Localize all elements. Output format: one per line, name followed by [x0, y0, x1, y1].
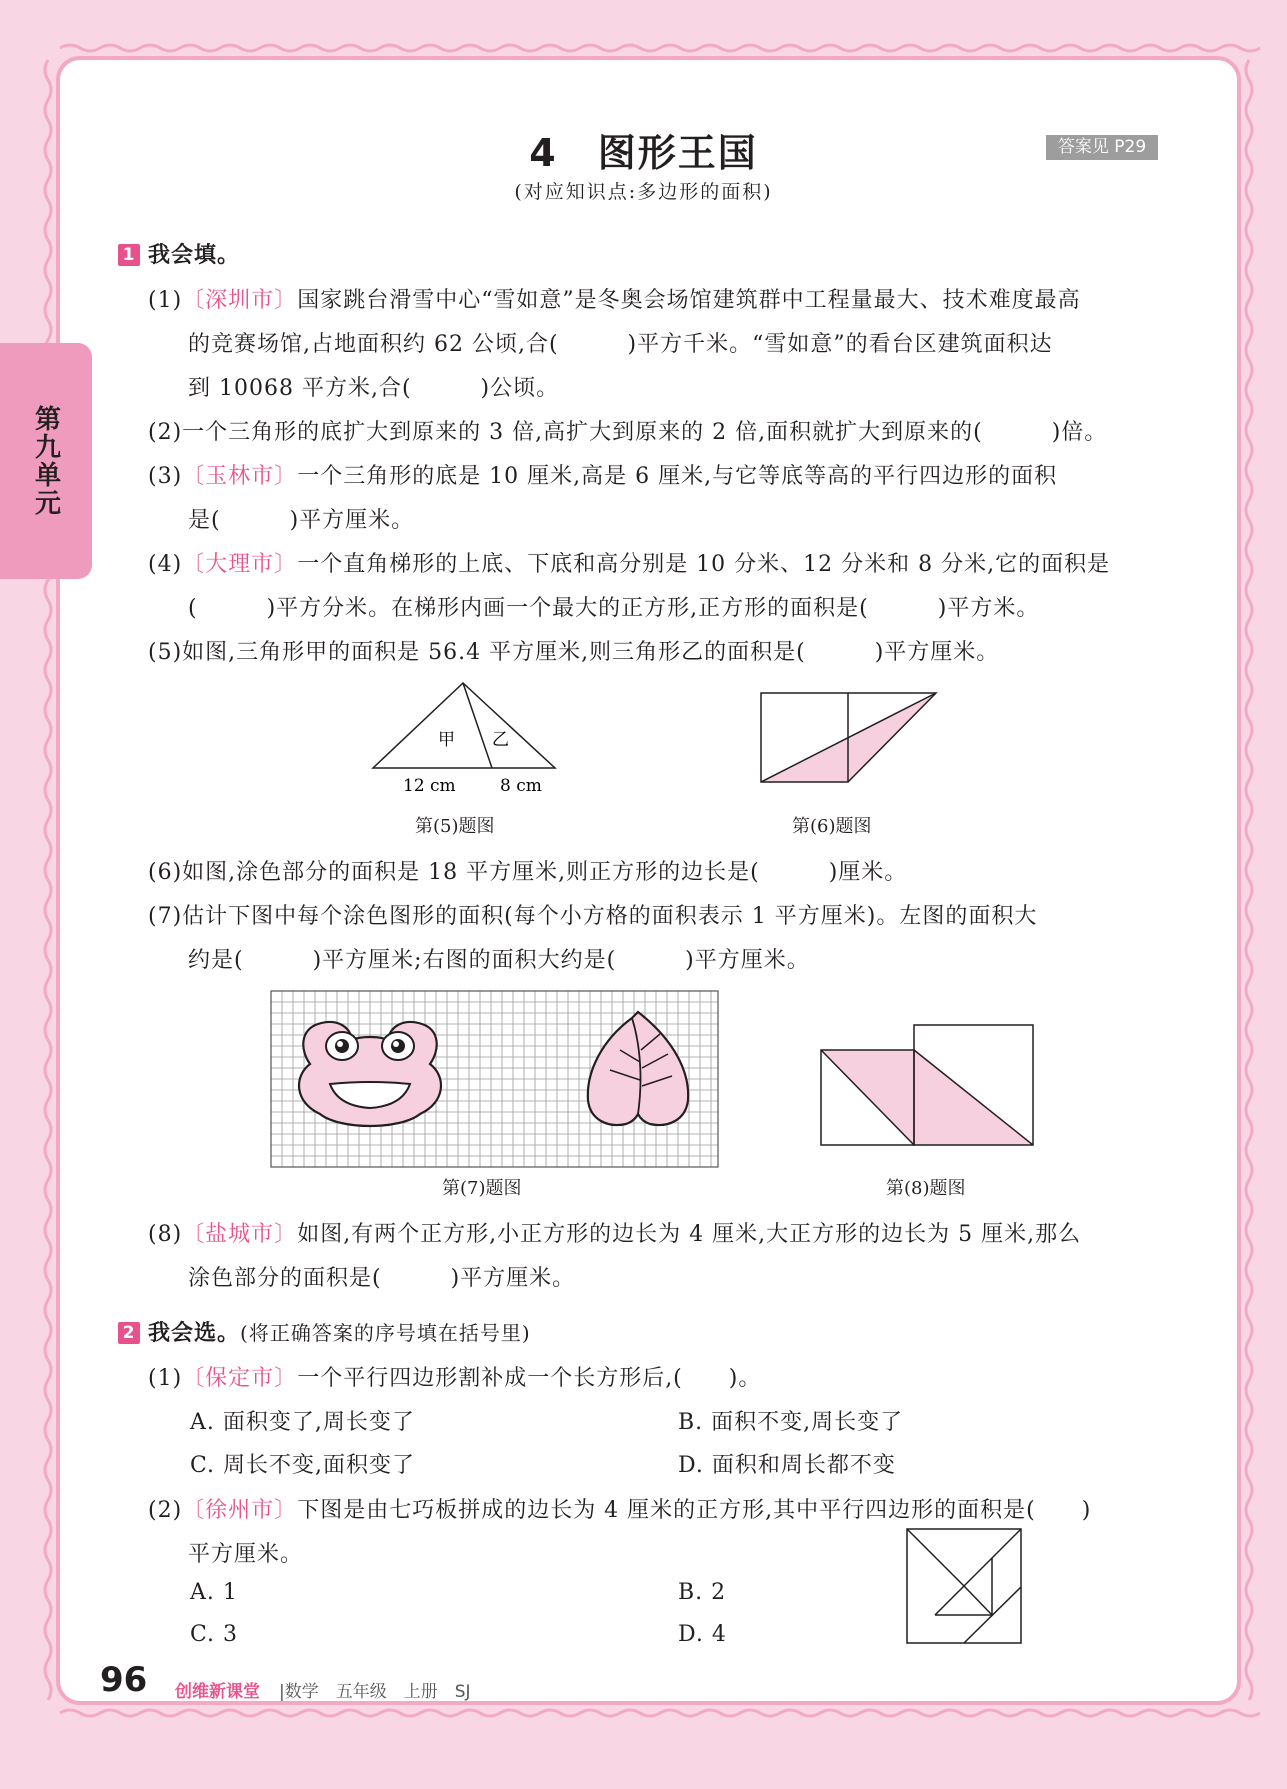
- q1-7-line2: 约是( )平方厘米;右图的面积大约是( )平方厘米。: [188, 948, 810, 973]
- footer-separator: |: [279, 1682, 285, 1702]
- q1-6-line1: (6)如图,涂色部分的面积是 18 平方厘米,则正方形的边长是( )厘米。: [148, 860, 908, 885]
- page-number: 96: [100, 1660, 148, 1700]
- q1-8-city-tag: 〔盐城市〕: [182, 1222, 298, 1247]
- q2-2-line1: [148, 1493, 1091, 1524]
- q1-4-city-tag: 〔大理市〕: [182, 552, 298, 577]
- figure8-caption: 第(8)题图: [886, 1178, 966, 1199]
- q2-1-option-b: B. 面积不变,周长变了: [678, 1410, 904, 1435]
- footer-brand: 创维新课堂: [175, 1682, 260, 1702]
- section2-title-note: (将正确答案的序号填在括号里): [240, 1321, 531, 1345]
- q2-2-line2: 平方厘米。: [188, 1542, 304, 1567]
- figure8-two-squares: [818, 1022, 1038, 1148]
- q1-1-city-tag: 〔深圳市〕: [182, 288, 298, 313]
- frog-shape: [299, 1022, 441, 1126]
- q2-1-option-c: C. 周长不变,面积变了: [190, 1453, 416, 1478]
- q1-4-number: (4): [148, 552, 183, 577]
- q1-7-line1: (7)估计下图中每个涂色图形的面积(每个小方格的面积表示 1 平方厘米)。左图的面积大: [148, 904, 1038, 929]
- q1-8-line1: [148, 1217, 1081, 1248]
- q1-8-text: 如图,有两个正方形,小正方形的边长为 4 厘米,大正方形的边长为 5 厘米,那么: [297, 1222, 1082, 1247]
- q1-1-text: 国家跳台滑雪中心“雪如意”是冬奥会场馆建筑群中工程量最大、技术难度最高: [297, 288, 1081, 313]
- q1-3-number: (3): [148, 464, 183, 489]
- q2-2-option-d: D. 4: [678, 1622, 727, 1647]
- answer-reference-badge: 答案见 P29: [1046, 135, 1158, 160]
- figure6-caption: 第(6)题图: [792, 816, 872, 837]
- q2-1-option-a: A. 面积变了,周长变了: [190, 1410, 415, 1435]
- footer-info: [279, 1677, 471, 1702]
- q1-1-number: (1): [148, 288, 183, 313]
- q1-4-text: 一个直角梯形的上底、下底和高分别是 10 分米、12 分米和 8 分米,它的面积是: [297, 552, 1111, 577]
- section1-number: 1: [118, 244, 140, 266]
- q2-1-city-tag: 〔保定市〕: [182, 1366, 298, 1391]
- section1-heading: [118, 238, 240, 269]
- q1-1-line1: [148, 283, 1081, 314]
- figure7-caption: 第(7)题图: [442, 1178, 522, 1199]
- figure6-square-shaded: [758, 690, 938, 786]
- q1-2-line1: (2)一个三角形的底扩大到原来的 3 倍,高扩大到原来的 2 倍,面积就扩大到原来的( )倍。: [148, 420, 1108, 445]
- fig5-length-12: 12 cm: [403, 776, 456, 796]
- q2-2-option-a: A. 1: [190, 1580, 238, 1605]
- figure5-triangles: [365, 678, 565, 800]
- section2-number: 2: [118, 1322, 140, 1344]
- q1-4-line2: ( )平方分米。在梯形内画一个最大的正方形,正方形的面积是( )平方米。: [188, 596, 1040, 621]
- q2-2-option-c: C. 3: [190, 1622, 239, 1647]
- q1-4-line1: [148, 547, 1110, 578]
- q1-3-line2: 是( )平方厘米。: [188, 508, 415, 533]
- section2-title: 我会选。: [148, 1321, 241, 1346]
- q2-2-option-b: B. 2: [678, 1580, 727, 1605]
- q1-3-text: 一个三角形的底是 10 厘米,高是 6 厘米,与它等底等高的平行四边形的面积: [297, 464, 1058, 489]
- unit-tab-label: 第九单元: [30, 405, 61, 517]
- q1-3-line1: [148, 459, 1057, 490]
- q2-1-option-d: D. 面积和周长都不变: [678, 1453, 896, 1478]
- q2-1-number: (1): [148, 1366, 183, 1391]
- tangram-square-figure: [905, 1527, 1023, 1645]
- fig5-label-yi: 乙: [492, 730, 509, 750]
- q1-8-number: (8): [148, 1222, 183, 1247]
- fig5-label-jia: 甲: [438, 730, 455, 750]
- figure7-grid-shapes: [270, 990, 720, 1168]
- q2-1-text: 一个平行四边形割补成一个长方形后,( )。: [297, 1366, 762, 1391]
- q1-3-city-tag: 〔玉林市〕: [182, 464, 298, 489]
- section2-heading: [118, 1316, 531, 1347]
- section1-title: 我会填。: [148, 243, 241, 268]
- q1-5-line1: (5)如图,三角形甲的面积是 56.4 平方厘米,则三角形乙的面积是( )平方厘米。: [148, 640, 1000, 665]
- q2-2-city-tag: 〔徐州市〕: [182, 1498, 298, 1523]
- q1-1-line2: 的竞赛场馆,占地面积约 62 公顷,合( )平方千米。“雪如意”的看台区建筑面积达: [188, 332, 1053, 357]
- page-subtitle: (对应知识点:多边形的面积): [514, 181, 773, 203]
- q1-8-line2: 涂色部分的面积是( )平方厘米。: [188, 1266, 576, 1291]
- q2-2-number: (2): [148, 1498, 183, 1523]
- fig5-length-8: 8 cm: [500, 776, 542, 796]
- page-title: 4 图形王国: [529, 131, 758, 175]
- figure5-caption: 第(5)题图: [415, 816, 495, 837]
- unit-tab: [0, 343, 92, 579]
- q2-2-text: 下图是由七巧板拼成的边长为 4 厘米的正方形,其中平行四边形的面积是( ): [297, 1498, 1092, 1523]
- footer-info-text: 数学 五年级 上册 SJ: [284, 1682, 471, 1702]
- q2-1-line1: [148, 1361, 761, 1392]
- q1-1-line3: 到 10068 平方米,合( )公顷。: [188, 376, 560, 401]
